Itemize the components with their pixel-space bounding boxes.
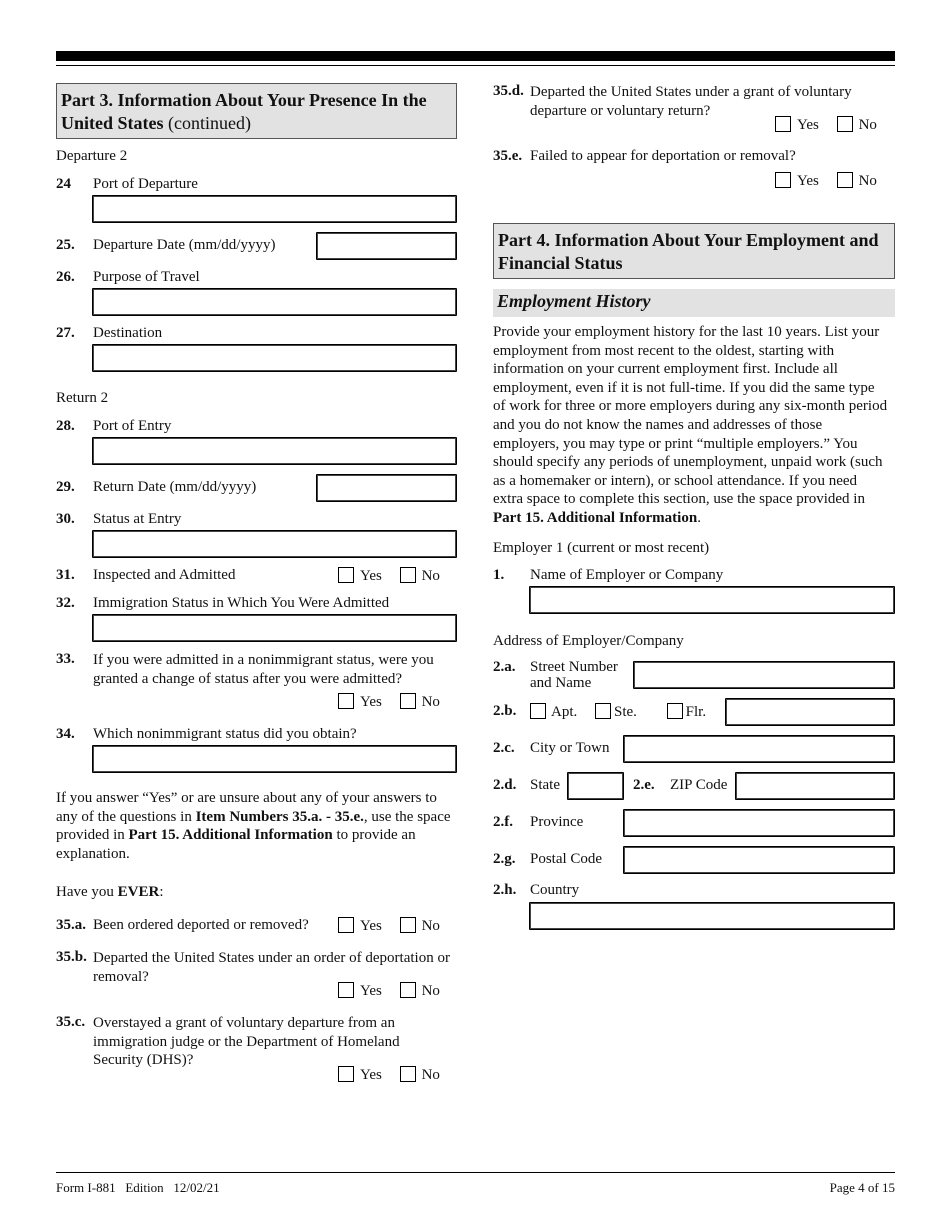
q33-no-checkbox[interactable] — [400, 693, 416, 709]
q32-number: 32. — [56, 595, 75, 611]
ste-label: Ste. — [614, 704, 637, 720]
q35c-number: 35.c. — [56, 1014, 86, 1030]
departure-date-field[interactable] — [316, 232, 457, 260]
q35d-yes-checkbox[interactable] — [775, 116, 791, 132]
employment-history-heading: Employment History — [493, 289, 895, 317]
flr-checkbox[interactable] — [667, 703, 683, 719]
ever-text-2: : — [159, 884, 164, 900]
note-text-2: , use the space provided in — [56, 808, 451, 844]
q1-number: 1. — [493, 567, 505, 583]
q2c-number: 2.c. — [493, 740, 515, 756]
q35b-number: 35.b. — [56, 949, 87, 965]
q35a-label: Been ordered deported or removed? — [93, 917, 309, 933]
q35c-no-checkbox[interactable] — [400, 1066, 416, 1082]
bottom-rule — [56, 1172, 895, 1173]
port-of-entry-field[interactable] — [92, 437, 457, 465]
yes-label: Yes — [360, 694, 382, 710]
q2g-number: 2.g. — [493, 851, 516, 867]
q34-label: Which nonimmigrant status did you obtain? — [93, 726, 357, 742]
q29-number: 29. — [56, 479, 75, 495]
note-text-1: If you answer “Yes” or are unsure about any of your answers to any of the questions in — [56, 790, 437, 825]
q35e-number: 35.e. — [493, 148, 523, 164]
employment-intro — [493, 323, 888, 528]
q32-label: Immigration Status in Which You Were Admitted — [93, 595, 390, 611]
street-field[interactable] — [633, 661, 895, 689]
q35b-no-checkbox[interactable] — [400, 982, 416, 998]
q33-yes-no — [338, 693, 440, 711]
q35c-yes-checkbox[interactable] — [338, 1066, 354, 1082]
immigration-status-field[interactable] — [92, 614, 457, 642]
return2-heading: Return 2 — [56, 390, 109, 406]
q28-number: 28. — [56, 418, 75, 434]
destination-field[interactable] — [92, 344, 457, 372]
part4-header — [493, 223, 895, 279]
q31-label: Inspected and Admitted — [93, 567, 236, 583]
nonimmigrant-status-field[interactable] — [92, 745, 457, 773]
employer-name-field[interactable] — [529, 586, 895, 614]
yes-label: Yes — [360, 1067, 382, 1083]
q30-number: 30. — [56, 511, 75, 527]
no-label: No — [421, 983, 440, 999]
q35e-label: Failed to appear for deportation or removal? — [530, 148, 796, 164]
ever-bold: EVER — [117, 884, 160, 900]
intro-bold-part15: Part 15. Additional Information — [493, 509, 698, 526]
apt-checkbox[interactable] — [530, 703, 546, 719]
q35d-no-checkbox[interactable] — [837, 116, 853, 132]
yes-label: Yes — [360, 568, 382, 584]
q31-no-checkbox[interactable] — [400, 567, 416, 583]
ever-text-1: Have you — [56, 884, 118, 900]
q28-label: Port of Entry — [93, 418, 172, 434]
departure2-heading: Departure 2 — [56, 148, 128, 164]
q26-number: 26. — [56, 269, 75, 285]
no-label: No — [858, 173, 877, 189]
no-label: No — [858, 117, 877, 133]
q2c-label: City or Town — [530, 740, 610, 756]
return-date-field[interactable] — [316, 474, 457, 502]
q2h-label: Country — [530, 882, 580, 898]
no-label: No — [421, 694, 440, 710]
ste-checkbox[interactable] — [595, 703, 611, 719]
q34-number: 34. — [56, 726, 75, 742]
intro-text-1: Provide your employment history for the last 10 years. List your employment from most recent to the oldest, starting with information on your current employment first. Include all employment, even if it is not full-time. If you did the same type of work for three or more employers during any six-month period and you do not know the names and addresses of those employers, you may type or print “multiple employers.” You should specify any periods of unemployment, unpaid work (such as a homemaker or intern), or school attendance. If you need extra space to complete this section, use the space provided in — [493, 324, 888, 508]
part3-title-continued: (continued) — [163, 113, 251, 133]
note-bold-part15: Part 15. Additional Information — [128, 827, 333, 844]
have-you-ever — [56, 884, 164, 901]
q35e-no-checkbox[interactable] — [837, 172, 853, 188]
q35a-number: 35.a. — [56, 917, 86, 933]
yes-label: Yes — [797, 117, 819, 133]
q24-label: Port of Departure — [93, 176, 198, 192]
q35b-label: Departed the United States under an order of deportation or removal? — [93, 950, 450, 985]
q27-label: Destination — [93, 325, 163, 341]
q35c-yes-no — [338, 1066, 440, 1084]
flr-label: Flr. — [685, 704, 707, 720]
q35e-yes-checkbox[interactable] — [775, 172, 791, 188]
q2b-number: 2.b. — [493, 703, 517, 719]
no-label: No — [421, 1067, 440, 1083]
q2f-label: Province — [530, 814, 584, 830]
page-number: Page 4 of 15 — [829, 1180, 895, 1195]
q29-label: Return Date (mm/dd/yyyy) — [93, 479, 257, 495]
top-rule-thick — [56, 51, 895, 61]
no-label: No — [421, 918, 440, 934]
top-rule-thin — [56, 65, 895, 66]
form-edition: Form I-881 Edition 12/02/21 — [56, 1180, 220, 1195]
state-field[interactable] — [567, 772, 624, 800]
q30-label: Status at Entry — [93, 511, 182, 527]
q35c-label: Overstayed a grant of voluntary departure from an immigration judge or the Department of Homeland Security (DHS)? — [93, 1015, 400, 1069]
intro-text-2: . — [697, 509, 701, 526]
part3-header — [56, 83, 457, 139]
q35d-number: 35.d. — [493, 83, 524, 99]
q25-number: 25. — [56, 237, 75, 253]
q31-number: 31. — [56, 567, 75, 583]
yes-label: Yes — [797, 173, 819, 189]
q35d-yes-no — [775, 116, 877, 134]
address-heading: Address of Employer/Company — [493, 633, 684, 649]
purpose-of-travel-field[interactable] — [92, 288, 457, 316]
employer1-heading: Employer 1 (current or most recent) — [493, 540, 710, 556]
q2a-label-line1: Street Number — [530, 659, 618, 675]
q35b-yes-no — [338, 982, 440, 1000]
postal-code-field[interactable] — [623, 846, 895, 874]
q35a-yes-no — [338, 917, 440, 935]
unit-number-field[interactable] — [725, 698, 895, 726]
q2d-number: 2.d. — [493, 777, 517, 793]
q35d-label: Departed the United States under a grant of voluntary departure or voluntary return? — [530, 84, 852, 119]
q2f-number: 2.f. — [493, 814, 513, 830]
yes-label: Yes — [360, 918, 382, 934]
q35a-no-checkbox[interactable] — [400, 917, 416, 933]
q26-label: Purpose of Travel — [93, 269, 200, 285]
explanation-note — [56, 789, 458, 863]
q25-label: Departure Date (mm/dd/yyyy) — [93, 237, 276, 253]
q31-yes-no — [338, 567, 440, 585]
q24-number: 24 — [56, 176, 71, 192]
q33-yes-checkbox[interactable] — [338, 693, 354, 709]
part3-title: Part 3. Information About Your Presence In the United States — [61, 90, 427, 133]
q33-number: 33. — [56, 651, 75, 667]
q2a-label — [530, 659, 618, 691]
yes-label: Yes — [360, 983, 382, 999]
country-field[interactable] — [529, 902, 895, 930]
q27-number: 27. — [56, 325, 75, 341]
q2b-unit-options — [530, 703, 706, 721]
note-text-3: to provide an explanation. — [56, 827, 416, 862]
q35e-yes-no — [775, 172, 877, 190]
q33-label: If you were admitted in a nonimmigrant status, were you granted a change of status after you were admitted? — [93, 652, 434, 687]
zip-code-field[interactable] — [735, 772, 895, 800]
province-field[interactable] — [623, 809, 895, 837]
port-of-departure-field[interactable] — [92, 195, 457, 223]
part4-title: Part 4. Information About Your Employment and Financial Status — [498, 230, 879, 273]
q2h-number: 2.h. — [493, 882, 517, 898]
q2d-label: State — [530, 777, 560, 793]
q35b-yes-checkbox[interactable] — [338, 982, 354, 998]
q1-label: Name of Employer or Company — [530, 567, 724, 583]
q35a-yes-checkbox[interactable] — [338, 917, 354, 933]
q2e-number: 2.e. — [633, 777, 655, 793]
q2a-number: 2.a. — [493, 659, 516, 675]
status-at-entry-field[interactable] — [92, 530, 457, 558]
no-label: No — [421, 568, 440, 584]
q31-yes-checkbox[interactable] — [338, 567, 354, 583]
apt-label: Apt. — [551, 704, 578, 720]
city-field[interactable] — [623, 735, 895, 763]
q2e-label: ZIP Code — [670, 777, 728, 793]
q2g-label: Postal Code — [530, 851, 603, 867]
q2a-label-line2: and Name — [530, 675, 592, 691]
note-bold-items: Item Numbers 35.a. - 35.e. — [195, 808, 364, 825]
